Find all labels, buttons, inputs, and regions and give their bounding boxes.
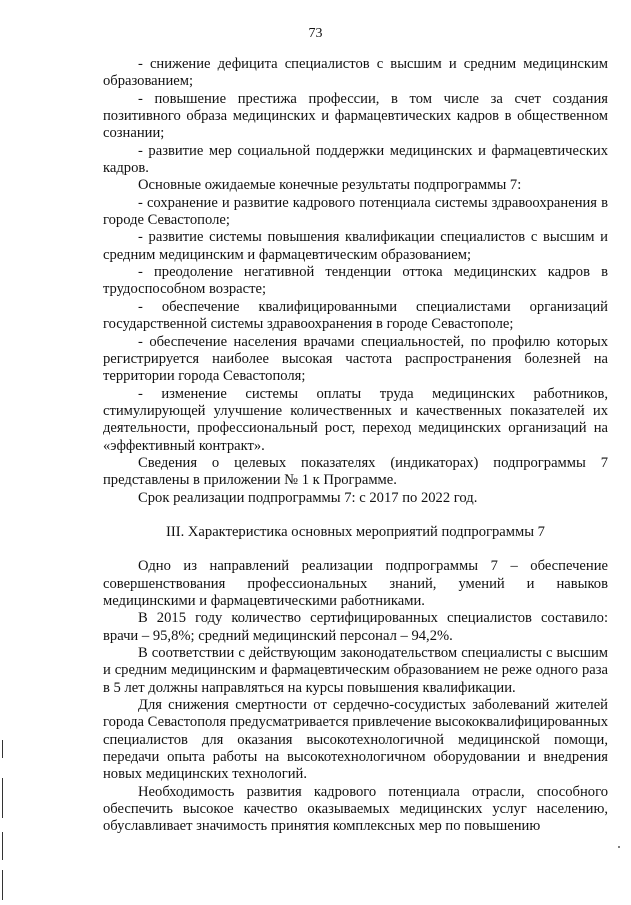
paragraph: Для снижения смертности от сердечно-сосудистых заболеваний жителей города Севастополя предусматривается привлечение высококвалифицированных специалистов для оказания высокотехнологичной медицинской помощи, передачи опыта работы на высокотехнологичном оборудовании и внедрения новых медицинских технологий.	[103, 697, 608, 783]
section-heading: III. Характеристика основных мероприятий подпрограммы 7	[166, 523, 545, 540]
paragraph: - сохранение и развитие кадрового потенциала системы здравоохранения в городе Севастополе;	[103, 194, 608, 229]
paragraph: Срок реализации подпрограммы 7: с 2017 по 2022 год.	[138, 489, 478, 506]
page-number: 73	[308, 26, 323, 41]
scan-mark	[2, 778, 3, 818]
paragraph: - развитие мер социальной поддержки медицинских и фармацевтических кадров.	[103, 142, 608, 177]
spacer	[103, 507, 608, 524]
paragraph: - изменение системы оплаты труда медицинских работников, стимулирующей улучшение количественных и качественных показателей их деятельности, профессиональный рост, переход медицинских организаций на «эффективный контракт».	[103, 385, 608, 454]
scan-mark	[2, 870, 3, 900]
paragraph: - снижение дефицита специалистов с высшим и средним медицинским образованием;	[103, 56, 608, 90]
paragraph: - обеспечение квалифицированными специалистами организаций государственной системы здравоохранения в городе Севастополе;	[103, 298, 608, 333]
paragraph: Одно из направлений реализации подпрограммы 7 – обеспечение совершенствования профессиональных знаний, умений и навыков медицинскими и фармацевтическими работниками.	[103, 558, 608, 609]
document-body	[103, 56, 608, 836]
paragraph: Основные ожидаемые конечные результаты подпрограммы 7:	[138, 177, 522, 194]
paragraph: - обеспечение населения врачами специальностей, по профилю которых регистрируется наиболее высокая частота распространения болезней на территории города Севастополя;	[103, 333, 608, 385]
paragraph: В соответствии с действующим законодательством специалисты с высшим и средним медицинским и фармацевтическим образованием не реже одного раза в 5 лет должны направляться на курсы повышения квалификации.	[103, 645, 608, 696]
paragraph: - повышение престижа профессии, в том числе за счет создания позитивного образа медицинских и фармацевтических кадров в общественном сознании;	[103, 90, 608, 142]
scan-dot	[618, 846, 620, 848]
scan-mark	[2, 832, 3, 860]
paragraph: В 2015 году количество сертифицированных специалистов составило: врачи – 95,8%; средний медицинский персонал – 94,2%.	[103, 610, 608, 644]
paragraph: Сведения о целевых показателях (индикаторах) подпрограммы 7 представлены в приложении № 1 к Программе.	[103, 454, 608, 489]
paragraph: - развитие системы повышения квалификации специалистов с высшим и средним медицинским и фармацевтическим образованием;	[103, 229, 608, 263]
spacer	[103, 541, 608, 558]
scan-mark	[2, 740, 3, 758]
paragraph: Необходимость развития кадрового потенциала отрасли, способного обеспечить высокое качество оказываемых медицинских услуг населению, обуславливает значимость принятия комплексных мер по повышению	[103, 783, 608, 835]
paragraph: - преодоление негативной тенденции оттока медицинских кадров в трудоспособном возрасте;	[103, 264, 608, 298]
